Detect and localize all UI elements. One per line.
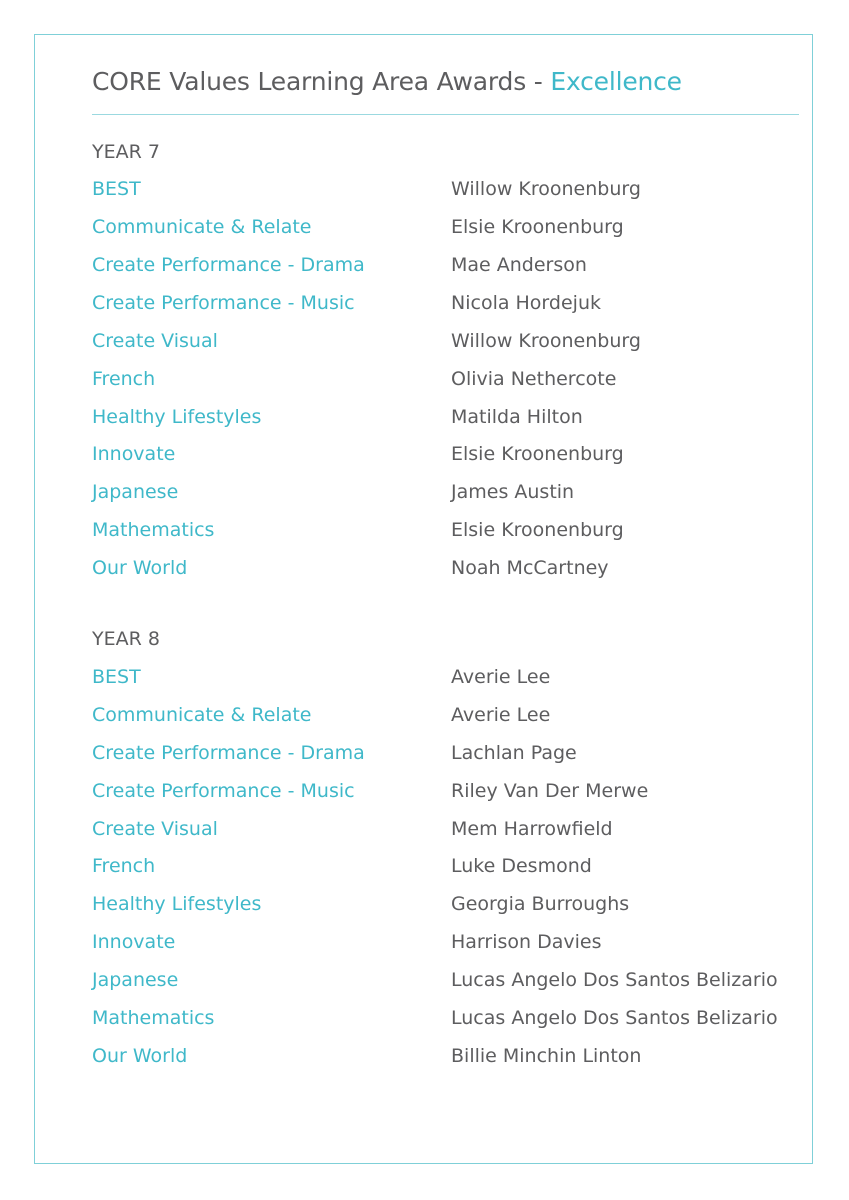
award-category: Communicate & Relate xyxy=(92,704,312,726)
award-row xyxy=(92,441,799,471)
award-recipient: Matilda Hilton xyxy=(451,406,583,428)
award-category: Create Performance - Music xyxy=(92,780,355,802)
award-category: Japanese xyxy=(92,969,179,991)
section-heading-year-7: YEAR 7 xyxy=(92,141,160,163)
award-recipient: Elsie Kroonenburg xyxy=(451,216,624,238)
award-row xyxy=(92,664,799,694)
award-recipient: James Austin xyxy=(451,481,575,503)
award-recipient: Olivia Nethercote xyxy=(451,368,617,390)
award-recipient: Willow Kroonenburg xyxy=(451,330,641,352)
section-heading-year-8: YEAR 8 xyxy=(92,628,160,650)
award-recipient: Willow Kroonenburg xyxy=(451,178,641,200)
award-category: BEST xyxy=(92,666,141,688)
award-row xyxy=(92,176,799,206)
award-category: Innovate xyxy=(92,931,176,953)
award-category: Our World xyxy=(92,1045,188,1067)
award-row xyxy=(92,555,799,585)
award-row xyxy=(92,1043,799,1073)
award-recipient: Averie Lee xyxy=(451,666,551,688)
award-category: Healthy Lifestyles xyxy=(92,893,262,915)
award-category: Create Visual xyxy=(92,818,218,840)
award-recipient: Mae Anderson xyxy=(451,254,587,276)
award-row xyxy=(92,702,799,732)
award-recipient: Elsie Kroonenburg xyxy=(451,443,624,465)
award-row xyxy=(92,252,799,282)
award-row xyxy=(92,891,799,921)
award-row xyxy=(92,778,799,808)
award-category: French xyxy=(92,855,156,877)
award-category: French xyxy=(92,368,156,390)
award-category: Innovate xyxy=(92,443,176,465)
page-title xyxy=(92,64,682,100)
award-recipient: Luke Desmond xyxy=(451,855,592,877)
award-category: Our World xyxy=(92,557,188,579)
award-category: Mathematics xyxy=(92,1007,215,1029)
award-row xyxy=(92,929,799,959)
award-recipient: Lucas Angelo Dos Santos Belizario xyxy=(451,969,778,991)
award-recipient: Riley Van Der Merwe xyxy=(451,780,649,802)
award-recipient: Noah McCartney xyxy=(451,557,609,579)
award-recipient: Averie Lee xyxy=(451,704,551,726)
award-category: Mathematics xyxy=(92,519,215,541)
award-category: Create Performance - Drama xyxy=(92,254,365,276)
award-row xyxy=(92,816,799,846)
title-main: CORE Values Learning Area Awards - xyxy=(92,67,551,96)
award-row xyxy=(92,328,799,358)
award-recipient: Billie Minchin Linton xyxy=(451,1045,642,1067)
award-recipient: Lachlan Page xyxy=(451,742,577,764)
award-recipient: Mem Harrowfield xyxy=(451,818,613,840)
award-row xyxy=(92,1005,799,1035)
award-row xyxy=(92,740,799,770)
award-recipient: Harrison Davies xyxy=(451,931,602,953)
award-category: BEST xyxy=(92,178,141,200)
award-category: Japanese xyxy=(92,481,179,503)
award-row xyxy=(92,366,799,396)
title-divider xyxy=(92,114,799,115)
award-category: Create Visual xyxy=(92,330,218,352)
award-row xyxy=(92,479,799,509)
award-category: Create Performance - Drama xyxy=(92,742,365,764)
award-row xyxy=(92,967,799,997)
award-recipient: Elsie Kroonenburg xyxy=(451,519,624,541)
award-recipient: Georgia Burroughs xyxy=(451,893,630,915)
award-row xyxy=(92,404,799,434)
award-category: Communicate & Relate xyxy=(92,216,312,238)
award-category: Create Performance - Music xyxy=(92,292,355,314)
award-row xyxy=(92,853,799,883)
award-category: Healthy Lifestyles xyxy=(92,406,262,428)
award-recipient: Nicola Hordejuk xyxy=(451,292,601,314)
award-row xyxy=(92,517,799,547)
award-recipient: Lucas Angelo Dos Santos Belizario xyxy=(451,1007,778,1029)
award-row xyxy=(92,290,799,320)
award-row xyxy=(92,214,799,244)
title-accent: Excellence xyxy=(550,67,682,96)
